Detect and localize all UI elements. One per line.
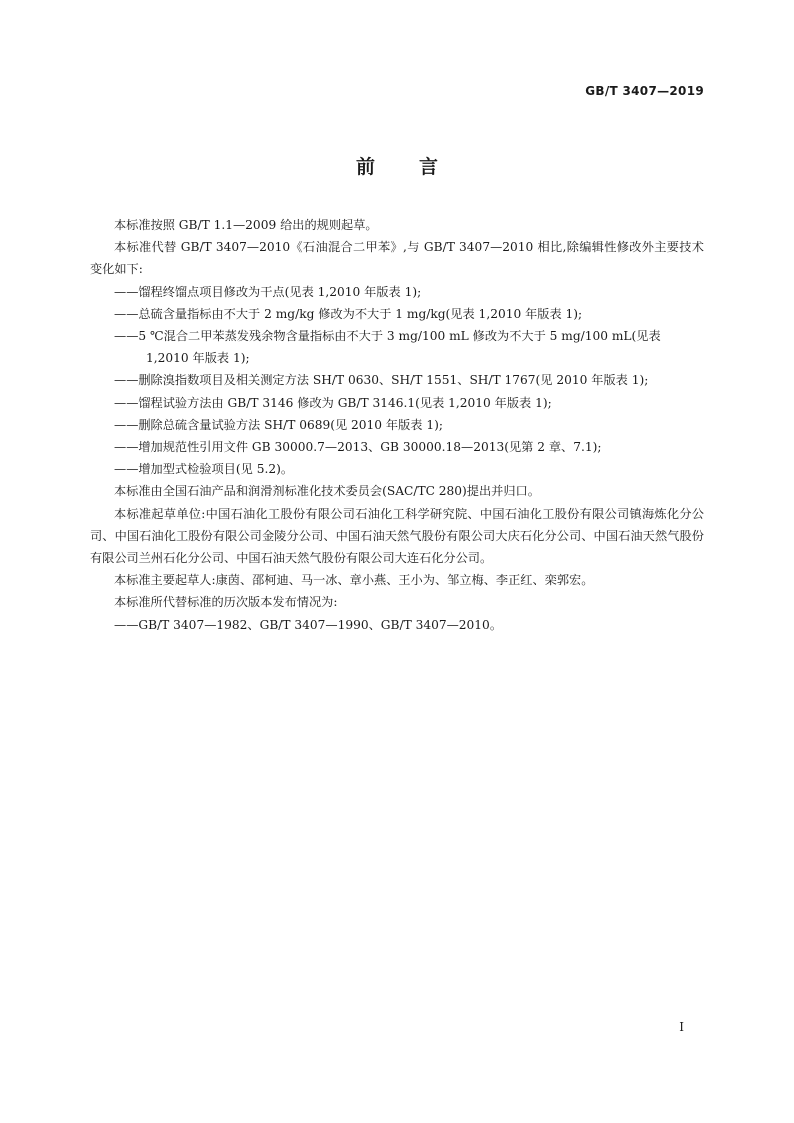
standard-code: GB/T 3407—2019 <box>585 84 704 98</box>
change-item-6: ——删除总硫含量试验方法 SH/T 0689(见 2010 年版表 1); <box>114 417 443 432</box>
history-item: ——GB/T 3407—1982、GB/T 3407—1990、GB/T 3407—2010。 <box>114 617 503 632</box>
page-number: I <box>679 1020 684 1034</box>
foreword-body <box>90 214 704 636</box>
change-item-8: ——增加型式检验项目(见 5.2)。 <box>114 462 294 477</box>
change-item-3: ——5 ℃混合二甲苯蒸发残余物含量指标由不大于 3 mg/100 mL 修改为不大于 5 mg/100 mL(见表 1,2010 年版表 1); <box>114 329 661 366</box>
paragraph-history: 本标准所代替标准的历次版本发布情况为: <box>114 595 338 610</box>
paragraph-proposed-by: 本标准由全国石油产品和润滑剂标准化技术委员会(SAC/TC 280)提出并归口。 <box>114 484 540 499</box>
paragraph-drafting-rules: 本标准按照 GB/T 1.1—2009 给出的规则起草。 <box>114 218 378 232</box>
page-title: 前言 <box>355 156 482 178</box>
change-item-2: ——总硫含量指标由不大于 2 mg/kg 修改为不大于 1 mg/kg(见表 1,2010 年版表 1); <box>114 306 583 321</box>
change-item-5: ——馏程试验方法由 GB/T 3146 修改为 GB/T 3146.1(见表 1,2010 年版表 1); <box>114 395 552 410</box>
paragraph-drafters: 本标准主要起草人:康茵、邵柯迪、马一冰、章小燕、王小为、邹立梅、李正红、栾郭宏。 <box>114 573 594 588</box>
change-item-4: ——删除溴指数项目及相关测定方法 SH/T 0630、SH/T 1551、SH/T 1767(见 2010 年版表 1); <box>114 373 649 388</box>
paragraph-drafting-units: 本标准起草单位:中国石油化工股份有限公司石油化工科学研究院、中国石油化工股份有限公司镇海炼化分公司、中国石油化工股份有限公司金陵分公司、中国石油天然气股份有限公司大庆石化分公司、中国石油天然气股份有限公司兰州石化分公司、中国石油天然气股份有限公司大连石化分公司。 <box>90 506 704 566</box>
change-item-1: ——馏程终馏点项目修改为干点(见表 1,2010 年版表 1); <box>114 284 422 299</box>
change-item-7: ——增加规范性引用文件 GB 30000.7—2013、GB 30000.18—2013(见第 2 章、7.1); <box>114 440 602 455</box>
paragraph-replacement: 本标准代替 GB/T 3407—2010《石油混合二甲苯》,与 GB/T 3407—2010 相比,除编辑性修改外主要技术变化如下: <box>90 240 704 277</box>
